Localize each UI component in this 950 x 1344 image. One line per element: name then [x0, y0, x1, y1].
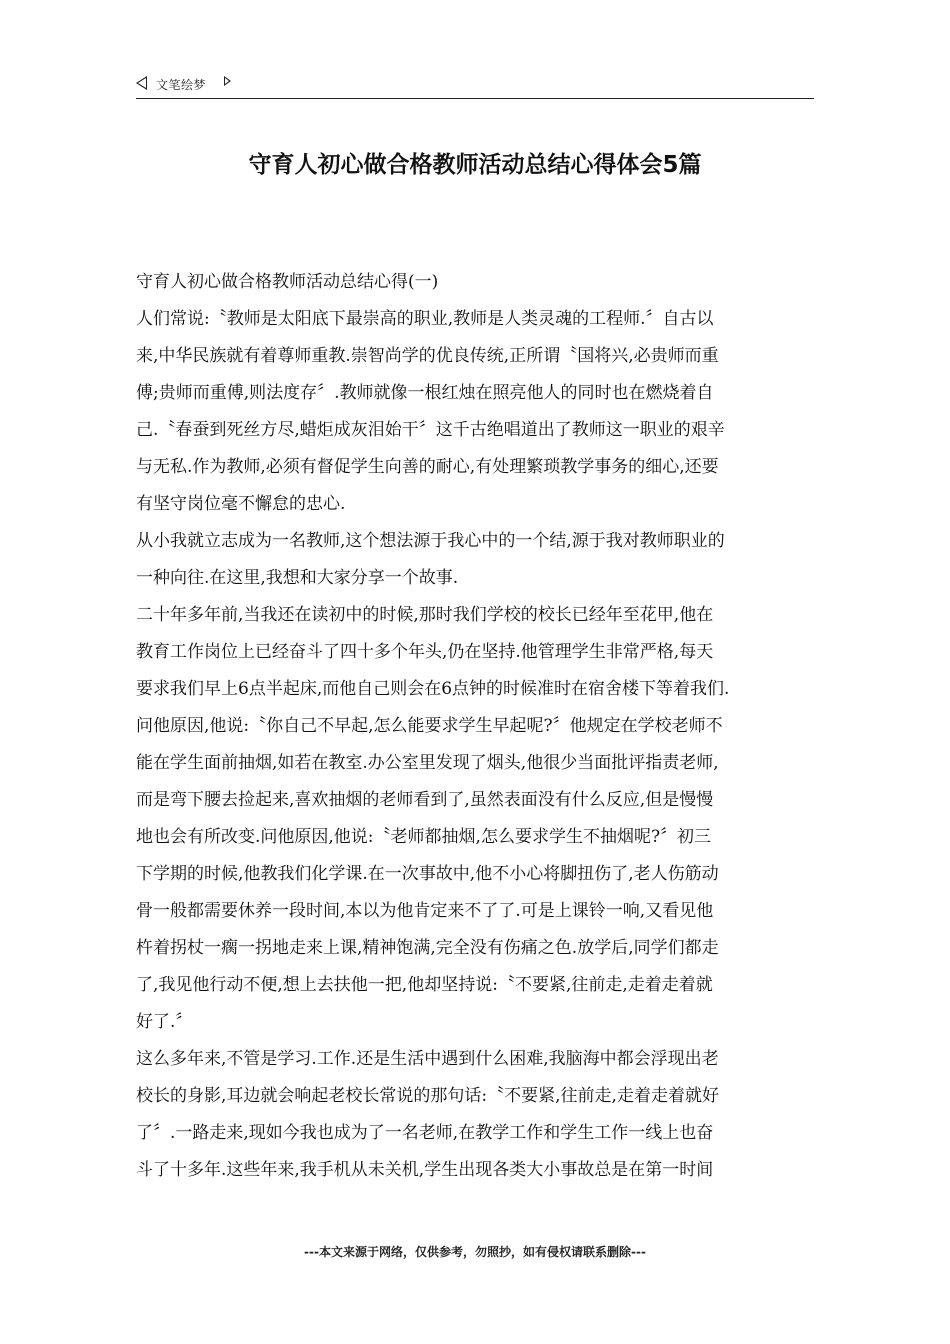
- text-line: 杵着拐杖一瘸一拐地走来上课,精神饱满,完全没有伤痛之色.放学后,同学们都走: [136, 938, 719, 958]
- text-line: 地也会有所改变.问他原因,他说:〝老师都抽烟,怎么要求学生不抽烟呢?〞初三: [136, 827, 712, 847]
- text-line: 了〞.一路走来,现如今我也成为了一名老师,在教学工作和学生工作一线上也奋: [136, 1123, 714, 1143]
- text-line: 问他原因,他说:〝你自己不早起,怎么能要求学生早起呢?〞他规定在学校老师不: [136, 716, 723, 736]
- text-line: 校长的身影,耳边就会响起老校长常说的那句话:〝不要紧,往前走,走着走着就好: [136, 1086, 719, 1106]
- text-line: 来,中华民族就有着尊师重教.崇智尚学的优良传统,正所谓〝国将兴,必贵师而重: [136, 346, 719, 366]
- document-title: 守育人初心做合格教师活动总结心得体会5篇: [248, 152, 702, 178]
- text-line: 要求我们早上6点半起床,而他自己则会在6点钟的时候准时在宿舍楼下等着我们.: [136, 679, 730, 699]
- page-header: [136, 72, 814, 99]
- text-line: 了,我见他行动不便,想上去扶他一把,他却坚持说:〝不要紧,往前走,走着走着就: [136, 975, 713, 995]
- text-line: 下学期的时候,他教我们化学课.在一次事故中,他不小心将脚扭伤了,老人伤筋动: [136, 864, 719, 884]
- text-line: 骨一般都需要休养一段时间,本以为他肯定来不了了.可是上课铃一响,又看见他: [136, 901, 714, 921]
- text-line: 有坚守岗位毫不懈怠的忠心.: [136, 494, 346, 514]
- text-line: 而是弯下腰去捡起来,喜欢抽烟的老师看到了,虽然表面没有什么反应,但是慢慢: [136, 790, 714, 810]
- text-line: 守育人初心做合格教师活动总结心得(一): [136, 272, 439, 292]
- text-line: 一种向往.在这里,我想和大家分享一个故事.: [136, 568, 459, 588]
- text-line: 人们常说:〝教师是太阳底下最崇高的职业,教师是人类灵魂的工程师.〞自古以: [136, 309, 714, 329]
- text-line: 好了.〞: [136, 1012, 193, 1032]
- text-line: 教育工作岗位上已经奋斗了四十多个年头,仍在坚持.他管理学生非常严格,每天: [136, 642, 714, 662]
- text-line: 这么多年来,不管是学习.工作.还是生活中遇到什么困难,我脑海中都会浮现出老: [136, 1049, 719, 1069]
- text-line: 从小我就立志成为一名教师,这个想法源于我心中的一个结,源于我对教师职业的: [136, 531, 725, 551]
- text-line: 己.〝春蚕到死丝方尽,蜡炬成灰泪始干〞这千古绝唱道出了教师这一职业的艰辛: [136, 420, 725, 440]
- text-line: 傅;贵师而重傅,则法度存〞.教师就像一根红烛在照亮他人的同时也在燃烧着自: [136, 383, 714, 403]
- text-line: 与无私.作为教师,必须有督促学生向善的耐心,有处理繁琐教学事务的细心,还要: [136, 457, 719, 477]
- header-brand: 文笔绘梦: [156, 78, 207, 92]
- document-body: [136, 264, 820, 1189]
- text-line: 二十年多年前,当我还在读初中的时候,那时我们学校的校长已经年至花甲,他在: [136, 605, 714, 625]
- text-line: 能在学生面前抽烟,如若在教室.办公室里发现了烟头,他很少当面批评指责老师,: [136, 753, 719, 773]
- triangle-right-icon: [224, 76, 231, 86]
- triangle-left-icon: [136, 76, 147, 90]
- page-footer: ---本文来源于网络，仅供参考，勿照抄，如有侵权请联系删除---: [304, 1245, 646, 1259]
- text-line: 斗了十多年.这些年来,我手机从未关机,学生出现各类大小事故总是在第一时间: [136, 1160, 714, 1180]
